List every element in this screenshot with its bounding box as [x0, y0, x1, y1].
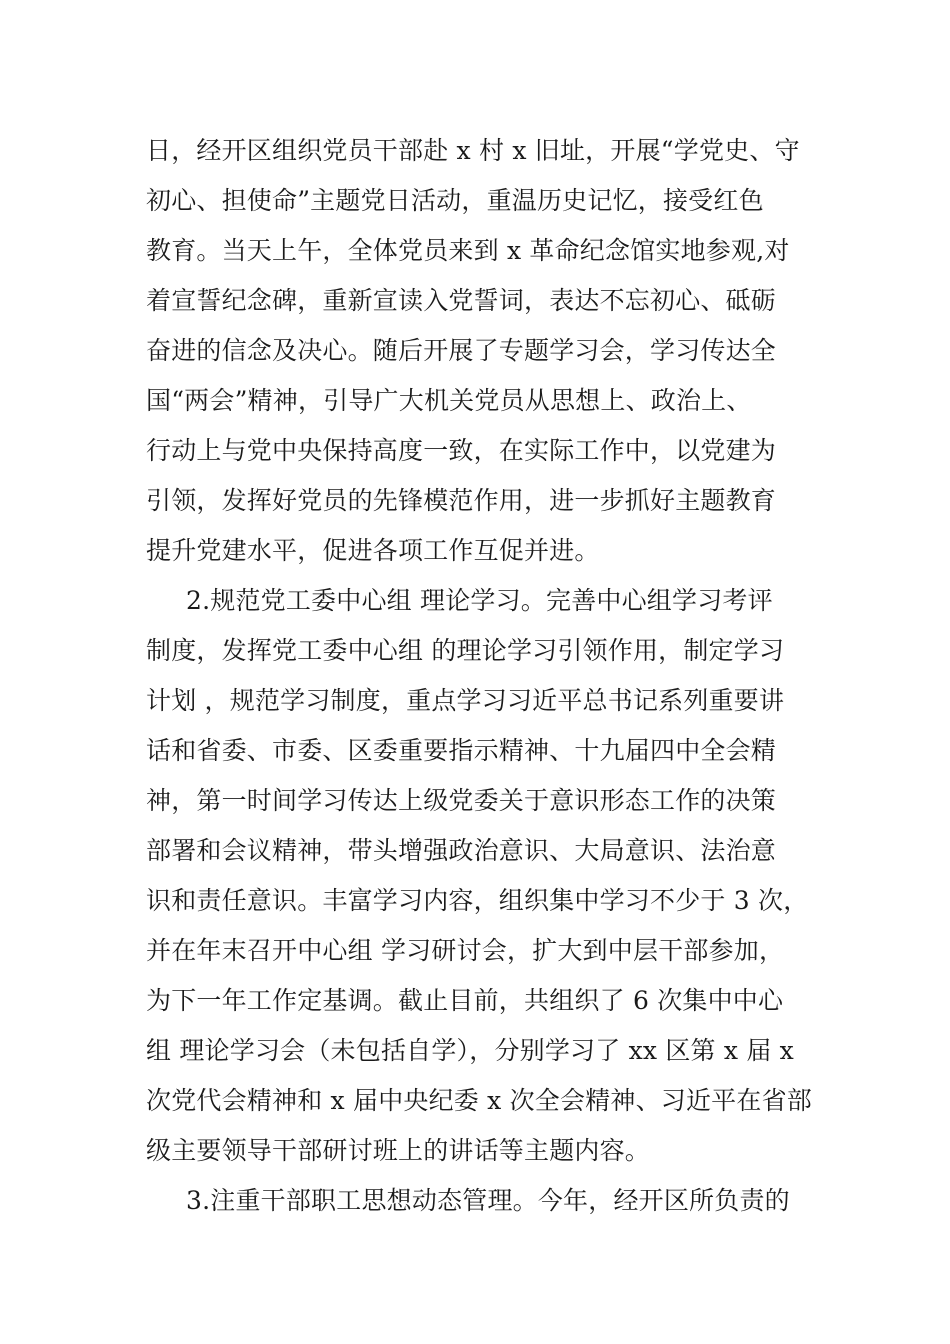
- text-line: 为下一年工作定基调。截止目前，共组织了 6 次集中中心: [146, 986, 784, 1015]
- text-line: 行动上与党中央保持高度一致，在实际工作中，以党建为: [146, 436, 777, 465]
- section-heading-line: 3.注重干部职工思想动态管理。今年，经开区所负责的: [186, 1186, 790, 1215]
- text-line: 次党代会精神和 x 届中央纪委 x 次全会精神、习近平在省部: [146, 1086, 812, 1115]
- text-line: 识和责任意识。丰富学习内容，组织集中学习不少于 3 次，: [146, 886, 809, 915]
- text-line: 初心、担使命”主题党日活动，重温历史记忆，接受红色: [146, 186, 764, 215]
- section-heading-line: 2.规范党工委中心组 理论学习。完善中心组学习考评: [186, 586, 773, 615]
- text-line: 组 理论学习会（未包括自学），分别学习了 xx 区第 x 届 x: [146, 1036, 794, 1065]
- text-line: 话和省委、市委、区委重要指示精神、十九届四中全会精: [146, 736, 777, 765]
- text-line: 引领，发挥好党员的先锋模范作用，进一步抓好主题教育: [146, 486, 777, 515]
- text-line: 教育。当天上午，全体党员来到 x 革命纪念馆实地参观,对: [146, 236, 790, 265]
- text-line: 日，经开区组织党员干部赴 x 村 x 旧址，开展“学党史、守: [146, 136, 800, 165]
- text-line: 部署和会议精神，带头增强政治意识、大局意识、法治意: [146, 836, 777, 865]
- text-line: 提升党建水平，促进各项工作互促并进。: [146, 536, 600, 565]
- text-line: 国“两会”精神，引导广大机关党员从思想上、政治上、: [146, 386, 752, 415]
- text-line: 着宣誓纪念碑，重新宣读入党誓词，表达不忘初心、砥砺: [146, 286, 777, 315]
- text-line: 奋进的信念及决心。随后开展了专题学习会，学习传达全: [146, 336, 777, 365]
- text-line: 并在年末召开中心组 学习研讨会，扩大到中层干部参加，: [146, 936, 785, 965]
- text-line: 级主要领导干部研讨班上的讲话等主题内容。: [146, 1136, 651, 1165]
- text-line: 制度，发挥党工委中心组 的理论学习引领作用，制定学习: [146, 636, 785, 665]
- text-line: 计划 ，规范学习制度，重点学习习近平总书记系列重要讲: [146, 686, 785, 715]
- text-line: 神，第一时间学习传达上级党委关于意识形态工作的决策: [146, 786, 777, 815]
